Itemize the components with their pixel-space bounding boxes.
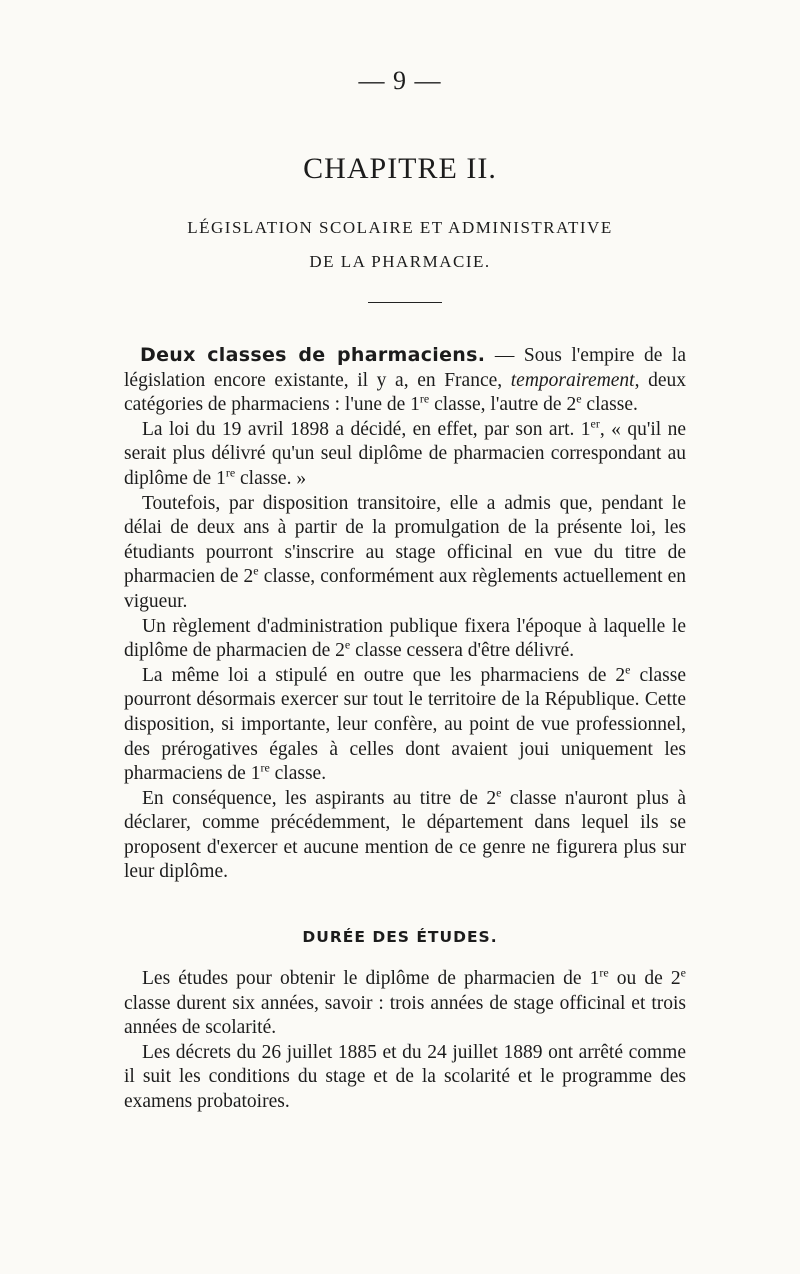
- paragraph-law-1898: La loi du 19 avril 1898 a décidé, en effet, par son art. 1er, « qu'il ne serait plus délivré qu'un seul diplôme de pharmacien correspondant au diplôme de 1re classe. »: [124, 416, 686, 489]
- paragraph-regulation: Un règlement d'administration publique fixera l'époque à laquelle le diplôme de pharmacien de 2e classe cessera d'être délivré.: [124, 615, 686, 662]
- chapter-subtitle-line2: DE LA PHARMACIE.: [309, 252, 491, 271]
- section-duree-body: [124, 967, 686, 1115]
- paragraph-classes-intro: Deux classes de pharmaciens. — Sous l'empire de la législation encore existante, il y a, en France, temporairement, deux catégories de pharmaciens : l'une de 1re classe, l'autre de 2e classe.: [124, 344, 687, 416]
- separator-rule: [368, 302, 442, 303]
- section-heading-duree: DURÉE DES ÉTUDES.: [302, 928, 498, 946]
- paragraph-territory: La même loi a stipulé en outre que les pharmaciens de 2e classe pourront désormais exercer sur tout le territoire de la République. Cette disposition, si importante, leur confère, au point de vue professionnel, des prérogatives égales à celles dont avaient joui uniquement les pharmaciens de 1re classe.: [124, 662, 687, 785]
- emphasis-text: temporairement: [510, 369, 635, 391]
- paragraph-transitional: Toutefois, par disposition transitoire, elle a admis que, pendant le délai de deux ans à partir de la promulgation de la présente loi, les étudiants pourront s'inscrire au stage officinal en vue du titre de pharmacien de 2e classe, conformément aux règlements actuellement en vigueur.: [124, 492, 686, 612]
- section-classes-body: [124, 343, 686, 885]
- chapter-heading: CHAPITRE II.: [303, 152, 497, 185]
- section-lead-heading: Deux classes de pharmaciens.: [140, 344, 486, 366]
- paragraph-consequence: En conséquence, les aspirants au titre de 2e classe n'auront plus à déclarer, comme précédemment, le département dans lequel ils se proposent d'exercer et aucune mention de ce genre ne figurera plus sur leur diplôme.: [124, 785, 686, 883]
- paragraph-duration: Les études pour obtenir le diplôme de pharmacien de 1re ou de 2e classe durent six années, savoir : trois années de stage officinal et trois années de scolarité.: [124, 965, 686, 1039]
- chapter-subtitle-line1: LÉGISLATION SCOLAIRE ET ADMINISTRATIVE: [187, 218, 613, 237]
- paragraph-decrees: Les décrets du 26 juillet 1885 et du 24 juillet 1889 ont arrêté comme il suit les conditions du stage et de la scolarité et le programme des examens probatoires.: [124, 1041, 686, 1112]
- page-number: — 9 —: [358, 66, 442, 95]
